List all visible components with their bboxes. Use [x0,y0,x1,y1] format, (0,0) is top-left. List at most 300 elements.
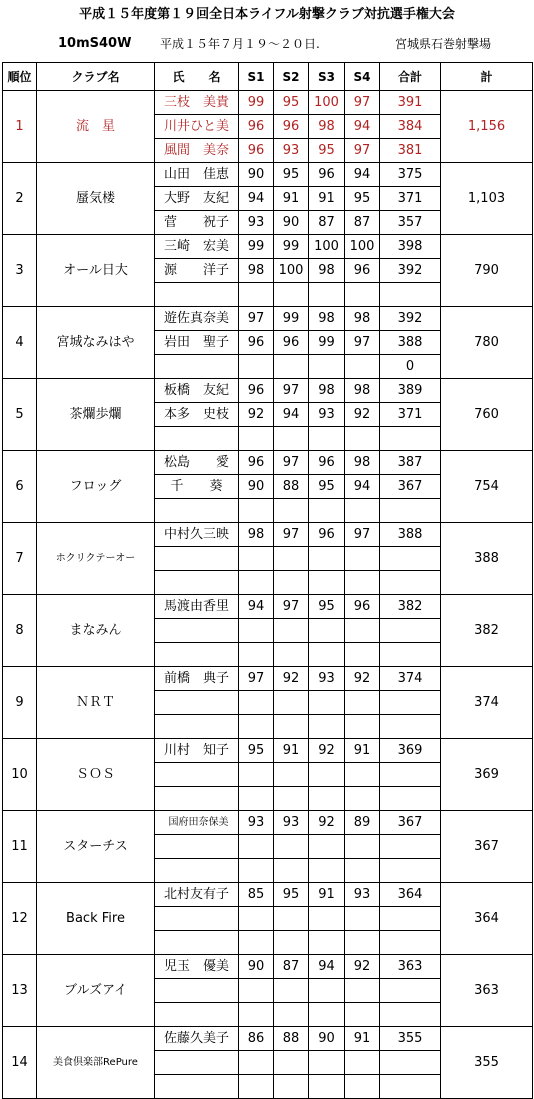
shooter-total-cell: 374 [380,667,441,691]
series-score-cell: 98 [345,307,380,331]
series-score-cell: 87 [274,955,309,979]
series-score-cell [309,283,345,307]
shooter-name-cell: 風間 美奈 [155,139,239,163]
series-score-cell: 96 [239,115,274,139]
series-score-cell: 99 [274,235,309,259]
shooter-name-cell [155,763,239,787]
shooter-total-cell: 375 [380,163,441,187]
rank-cell: 11 [3,811,37,883]
shooter-name-cell [155,1003,239,1027]
team-total-cell: 364 [441,883,533,955]
shooter-name-cell: 前橋 典子 [155,667,239,691]
series-score-cell: 94 [274,403,309,427]
shooter-name-cell: 馬渡由香里 [155,595,239,619]
series-score-cell: 98 [309,259,345,283]
table-row [3,523,533,547]
series-score-cell: 97 [345,139,380,163]
rank-cell: 7 [3,523,37,595]
rank-cell: 1 [3,91,37,163]
series-score-cell [274,355,309,379]
column-header: 氏 名 [155,63,239,91]
shooter-total-cell: 389 [380,379,441,403]
shooter-total-cell: 0 [380,355,441,379]
series-score-cell [345,571,380,595]
rank-cell: 2 [3,163,37,235]
series-score-cell: 92 [274,667,309,691]
series-score-cell: 91 [274,739,309,763]
series-score-cell [239,859,274,883]
shooter-name-cell: 松島 愛 [155,451,239,475]
club-name-cell: 宮城なみはや [37,307,155,379]
series-score-cell [239,715,274,739]
shooter-name-cell: 中村久三映 [155,523,239,547]
shooter-total-cell: 388 [380,331,441,355]
series-score-cell [239,499,274,523]
shooter-name-cell: 三枝 美貴 [155,91,239,115]
shooter-name-cell [155,691,239,715]
team-total-cell: 754 [441,451,533,523]
club-name-cell: ＳＯＳ [37,739,155,811]
series-score-cell [239,907,274,931]
shooter-total-cell [380,643,441,667]
series-score-cell: 93 [345,883,380,907]
series-score-cell: 92 [309,811,345,835]
team-total-cell: 363 [441,955,533,1027]
series-score-cell [274,571,309,595]
shooter-name-cell [155,1075,239,1099]
series-score-cell: 92 [345,403,380,427]
club-name-cell: 蜃気楼 [37,163,155,235]
event-name: 10mS40W [58,36,132,51]
series-score-cell: 97 [239,307,274,331]
series-score-cell: 93 [239,211,274,235]
club-name-cell: オール日大 [37,235,155,307]
shooter-total-cell [380,619,441,643]
series-score-cell [309,787,345,811]
series-score-cell: 100 [309,91,345,115]
series-score-cell [274,763,309,787]
shooter-name-cell [155,715,239,739]
series-score-cell [309,499,345,523]
shooter-name-cell [155,643,239,667]
series-score-cell: 97 [345,523,380,547]
shooter-name-cell [155,907,239,931]
table-row [3,595,533,619]
series-score-cell [309,427,345,451]
club-name-cell: 流 星 [37,91,155,163]
shooter-name-cell: 川井ひと美 [155,115,239,139]
shooter-total-cell [380,1051,441,1075]
rank-cell: 3 [3,235,37,307]
shooter-name-cell [155,787,239,811]
shooter-name-cell: 山田 佳恵 [155,163,239,187]
series-score-cell [239,787,274,811]
series-score-cell [274,859,309,883]
shooter-total-cell [380,691,441,715]
table-row [3,379,533,403]
series-score-cell: 91 [309,187,345,211]
series-score-cell [239,1075,274,1099]
team-total-cell: 388 [441,523,533,595]
series-score-cell [309,1051,345,1075]
series-score-cell: 96 [345,259,380,283]
series-score-cell [345,643,380,667]
shooter-total-cell: 388 [380,523,441,547]
series-score-cell [309,835,345,859]
shooter-name-cell: 板橋 友紀 [155,379,239,403]
column-header: クラブ名 [37,63,155,91]
series-score-cell [239,835,274,859]
shooter-total-cell [380,499,441,523]
club-name-cell: Back Fire [37,883,155,955]
series-score-cell: 90 [239,475,274,499]
series-score-cell: 91 [345,739,380,763]
series-score-cell: 96 [345,595,380,619]
rank-cell: 4 [3,307,37,379]
series-score-cell [309,1075,345,1099]
series-score-cell [274,907,309,931]
series-score-cell [345,715,380,739]
series-score-cell: 88 [274,1027,309,1051]
shooter-total-cell: 369 [380,739,441,763]
club-name-cell: まなみん [37,595,155,667]
series-score-cell [239,571,274,595]
series-score-cell [309,859,345,883]
series-score-cell: 97 [345,331,380,355]
team-total-cell: 382 [441,595,533,667]
event-venue: 宮城県石巻射撃場 [395,37,492,51]
series-score-cell: 93 [309,403,345,427]
series-score-cell [239,547,274,571]
series-score-cell [309,1003,345,1027]
shooter-name-cell [155,859,239,883]
series-score-cell: 95 [274,163,309,187]
series-score-cell [345,787,380,811]
series-score-cell: 98 [345,451,380,475]
shooter-total-cell [380,931,441,955]
shooter-name-cell: 川村 知子 [155,739,239,763]
series-score-cell: 93 [274,811,309,835]
table-row [3,811,533,835]
shooter-total-cell: 371 [380,187,441,211]
team-total-cell: 1,103 [441,163,533,235]
series-score-cell: 91 [274,187,309,211]
table-header-row [3,63,533,91]
series-score-cell [239,1051,274,1075]
shooter-total-cell [380,979,441,1003]
team-total-cell: 367 [441,811,533,883]
series-score-cell: 95 [239,739,274,763]
series-score-cell: 95 [274,883,309,907]
rank-cell: 9 [3,667,37,739]
series-score-cell: 96 [309,451,345,475]
shooter-total-cell [380,547,441,571]
series-score-cell [239,691,274,715]
series-score-cell: 99 [239,235,274,259]
series-score-cell: 90 [309,1027,345,1051]
series-score-cell [239,427,274,451]
shooter-name-cell [155,427,239,451]
series-score-cell [274,979,309,1003]
shooter-total-cell [380,571,441,595]
series-score-cell [239,283,274,307]
series-score-cell: 90 [239,163,274,187]
table-row [3,163,533,187]
series-score-cell: 92 [239,403,274,427]
shooter-total-cell: 398 [380,235,441,259]
series-score-cell [274,1003,309,1027]
series-score-cell [239,931,274,955]
series-score-cell: 93 [274,139,309,163]
table-row [3,235,533,259]
table-row [3,667,533,691]
series-score-cell [239,619,274,643]
series-score-cell [309,907,345,931]
series-score-cell: 95 [274,91,309,115]
column-header: S1 [239,63,274,91]
shooter-total-cell: 392 [380,307,441,331]
shooter-name-cell: 北村友有子 [155,883,239,907]
rank-cell: 8 [3,595,37,667]
series-score-cell [345,547,380,571]
series-score-cell [345,931,380,955]
series-score-cell [274,427,309,451]
shooter-name-cell [155,547,239,571]
rank-cell: 14 [3,1027,37,1099]
shooter-name-cell [155,835,239,859]
shooter-total-cell [380,835,441,859]
series-score-cell: 96 [239,451,274,475]
series-score-cell: 88 [274,475,309,499]
series-score-cell: 94 [345,163,380,187]
series-score-cell [345,835,380,859]
club-name-cell: ブルズアイ [37,955,155,1027]
shooter-name-cell: 国府田奈保美 [155,811,239,835]
club-name-cell: 茶爛歩爛 [37,379,155,451]
results-table [2,62,533,1099]
series-score-cell: 93 [309,667,345,691]
series-score-cell [309,547,345,571]
team-total-cell: 790 [441,235,533,307]
shooter-total-cell: 382 [380,595,441,619]
series-score-cell [239,979,274,1003]
series-score-cell [309,715,345,739]
series-score-cell: 97 [274,379,309,403]
shooter-total-cell: 364 [380,883,441,907]
series-score-cell [309,355,345,379]
series-score-cell [274,619,309,643]
series-score-cell [345,763,380,787]
shooter-total-cell: 371 [380,403,441,427]
shooter-total-cell [380,859,441,883]
series-score-cell: 100 [345,235,380,259]
results-body [3,91,533,1099]
series-score-cell [345,427,380,451]
series-score-cell: 85 [239,883,274,907]
column-header: 合計 [380,63,441,91]
shooter-total-cell: 357 [380,211,441,235]
team-total-cell: 760 [441,379,533,451]
series-score-cell [239,643,274,667]
rank-cell: 6 [3,451,37,523]
shooter-total-cell: 355 [380,1027,441,1051]
series-score-cell: 91 [345,1027,380,1051]
shooter-name-cell [155,571,239,595]
rank-cell: 5 [3,379,37,451]
shooter-name-cell: 岩田 聖子 [155,331,239,355]
series-score-cell [345,1051,380,1075]
series-score-cell: 97 [345,91,380,115]
series-score-cell: 86 [239,1027,274,1051]
shooter-name-cell: 大野 友紀 [155,187,239,211]
series-score-cell: 95 [309,139,345,163]
series-score-cell: 95 [309,475,345,499]
rank-cell: 12 [3,883,37,955]
column-header: 順位 [3,63,37,91]
series-score-cell: 96 [239,139,274,163]
shooter-total-cell [380,715,441,739]
series-score-cell [345,1003,380,1027]
series-score-cell [274,691,309,715]
series-score-cell: 87 [345,211,380,235]
shooter-total-cell [380,763,441,787]
series-score-cell: 92 [309,739,345,763]
shooter-total-cell: 367 [380,475,441,499]
shooter-total-cell: 363 [380,955,441,979]
series-score-cell [274,931,309,955]
table-row [3,451,533,475]
series-score-cell [345,1075,380,1099]
series-score-cell [309,691,345,715]
series-score-cell [309,619,345,643]
series-score-cell: 96 [309,523,345,547]
shooter-total-cell [380,787,441,811]
series-score-cell: 98 [239,523,274,547]
table-row [3,307,533,331]
shooter-total-cell [380,1003,441,1027]
table-row [3,91,533,115]
series-score-cell: 94 [239,595,274,619]
shooter-name-cell: 児玉 優美 [155,955,239,979]
series-score-cell: 97 [274,595,309,619]
series-score-cell [345,859,380,883]
series-score-cell: 99 [239,91,274,115]
series-score-cell [345,499,380,523]
series-score-cell: 92 [345,955,380,979]
series-score-cell [239,355,274,379]
series-score-cell: 96 [309,163,345,187]
series-score-cell [274,1051,309,1075]
series-score-cell: 94 [309,955,345,979]
series-score-cell: 94 [345,475,380,499]
shooter-name-cell: 源 洋子 [155,259,239,283]
team-total-cell: 374 [441,667,533,739]
club-name-cell: スターチス [37,811,155,883]
series-score-cell: 100 [274,259,309,283]
series-score-cell [345,283,380,307]
shooter-name-cell [155,619,239,643]
series-score-cell: 97 [274,523,309,547]
shooter-name-cell: 千 葵 [155,475,239,499]
shooter-name-cell: 佐藤久美子 [155,1027,239,1051]
shooter-name-cell: 本多 史枝 [155,403,239,427]
team-total-cell: 780 [441,307,533,379]
shooter-name-cell: 菅 祝子 [155,211,239,235]
series-score-cell: 100 [309,235,345,259]
series-score-cell [274,1075,309,1099]
column-header: S2 [274,63,309,91]
series-score-cell: 97 [274,451,309,475]
series-score-cell: 93 [239,811,274,835]
series-score-cell [309,979,345,1003]
rank-cell: 13 [3,955,37,1027]
series-score-cell: 95 [345,187,380,211]
series-score-cell [274,643,309,667]
shooter-name-cell: 三崎 宏美 [155,235,239,259]
series-score-cell: 90 [239,955,274,979]
club-name-cell: フロッグ [37,451,155,523]
series-score-cell [345,619,380,643]
series-score-cell [274,547,309,571]
shooter-total-cell: 387 [380,451,441,475]
team-total-cell: 1,156 [441,91,533,163]
series-score-cell: 92 [345,667,380,691]
team-total-cell: 369 [441,739,533,811]
shooter-total-cell [380,427,441,451]
table-row [3,739,533,763]
series-score-cell: 98 [239,259,274,283]
club-name-cell: 美食倶楽部RePure [37,1027,155,1099]
series-score-cell: 99 [274,307,309,331]
column-header: 計 [441,63,533,91]
club-name-cell: ホクリクテーオー [37,523,155,595]
series-score-cell [345,355,380,379]
series-score-cell: 87 [309,211,345,235]
shooter-name-cell: 遊佐真奈美 [155,307,239,331]
series-score-cell [274,715,309,739]
series-score-cell: 98 [309,307,345,331]
shooter-total-cell [380,283,441,307]
series-score-cell [309,763,345,787]
series-score-cell: 97 [239,667,274,691]
series-score-cell: 96 [274,115,309,139]
series-score-cell: 96 [239,331,274,355]
rank-cell: 10 [3,739,37,811]
shooter-name-cell [155,355,239,379]
series-score-cell: 89 [345,811,380,835]
series-score-cell: 95 [309,595,345,619]
shooter-name-cell [155,979,239,1003]
series-score-cell [309,931,345,955]
series-score-cell [274,283,309,307]
shooter-name-cell [155,283,239,307]
shooter-name-cell [155,499,239,523]
series-score-cell [309,643,345,667]
table-row [3,883,533,907]
shooter-name-cell [155,1051,239,1075]
document-title: 平成１５年度第１９回全日本ライフル射撃クラブ対抗選手権大会 [79,7,455,22]
series-score-cell: 98 [309,379,345,403]
series-score-cell: 96 [274,331,309,355]
series-score-cell: 96 [239,379,274,403]
shooter-total-cell: 381 [380,139,441,163]
series-score-cell [345,907,380,931]
series-score-cell: 94 [239,187,274,211]
column-header: S4 [345,63,380,91]
shooter-total-cell: 384 [380,115,441,139]
series-score-cell [345,691,380,715]
series-score-cell [345,979,380,1003]
